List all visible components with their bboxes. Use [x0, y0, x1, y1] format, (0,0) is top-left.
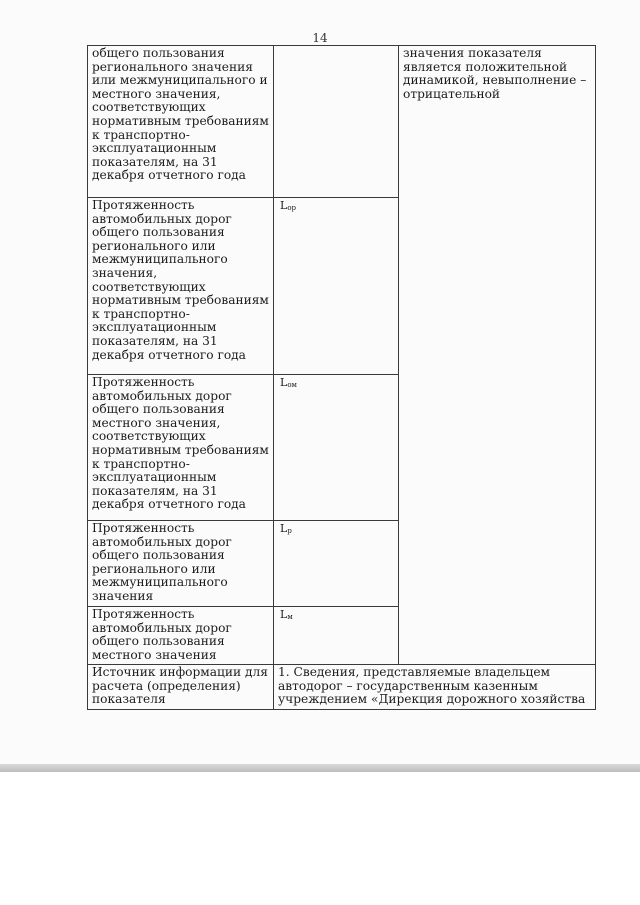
- indicator-name-cell: Протяженность автомобильных дорог общего пользования местного значения, соответствующих нормативным требованиям к транспортно-эксплуатационным показателям, на 31 декабря отчетного года: [88, 375, 274, 521]
- source-value-cell: 1. Сведения, представляемые владельцем автодорог – государственным казенным учреждением «Дирекция дорожного хозяйства: [274, 665, 596, 710]
- indicator-name-cell: Протяженность автомобильных дорог общего пользования местного значения: [88, 607, 274, 665]
- indicator-symbol-cell: [274, 46, 399, 198]
- indicator-symbol: $L_р$: [280, 522, 292, 535]
- source-label-cell: Источник информации для расчета (определения) показателя: [88, 665, 274, 710]
- indicator-table: [87, 45, 596, 710]
- table-row: [88, 665, 596, 710]
- indicator-name-cell: Протяженность автомобильных дорог общего пользования регионального или межмуниципального значения: [88, 521, 274, 607]
- scan-bottom-edge: [0, 764, 640, 772]
- indicator-symbol-cell: [274, 607, 399, 665]
- page-number: 14: [312, 31, 328, 45]
- indicator-symbol: $L_м$: [280, 608, 293, 621]
- table-row: [88, 46, 596, 198]
- indicator-name-cell: Протяженность автомобильных дорог общего пользования регионального или межмуниципального значения, соответствующих нормативным требованиям к транспортно-эксплуатационным показателям, на 31 декабря отчетного года: [88, 198, 274, 375]
- indicator-symbol: $L_{ор}$: [280, 199, 297, 212]
- indicator-symbol-cell: [274, 375, 399, 521]
- indicator-symbol-cell: [274, 521, 399, 607]
- indicator-symbol: $L_{ом}$: [280, 376, 297, 389]
- indicator-name-cell: общего пользования регионального значения или межмуниципального и местного значения, соответствующих нормативным требованиям к транспортно-эксплуатационным показателям, на 31 декабря отчетного года: [88, 46, 274, 198]
- indicator-note-cell: значения показателя является положительной динамикой, невыполнение – отрицательной: [399, 46, 596, 665]
- indicator-symbol-cell: [274, 198, 399, 375]
